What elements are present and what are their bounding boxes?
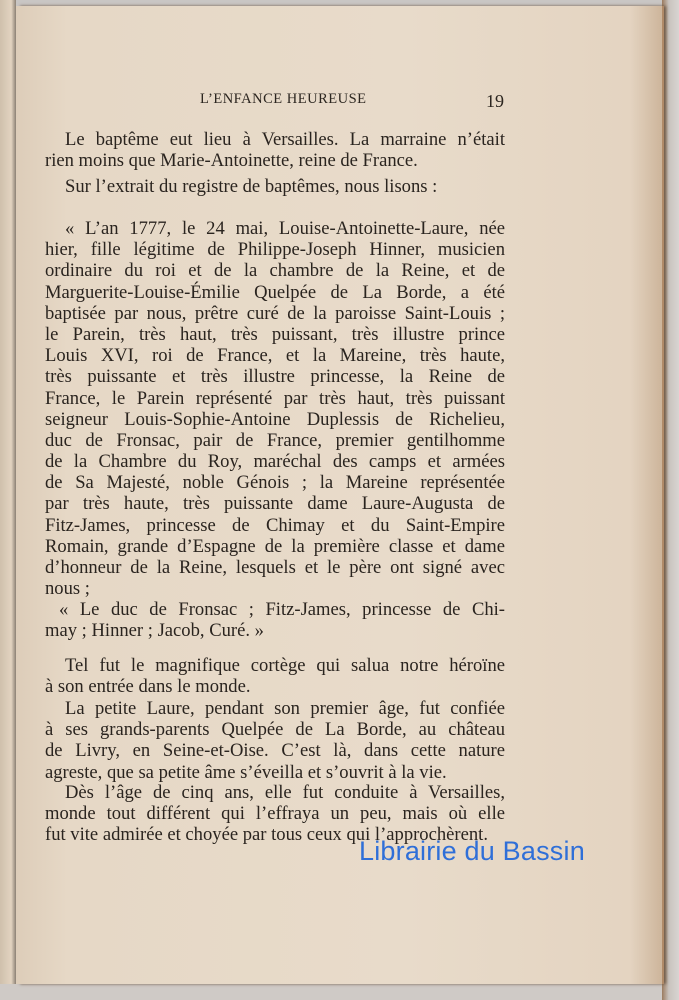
text-line: Fitz-James, princesse de Chimay et du Saint-Empire [45,514,505,536]
text-line: « L’an 1777, le 24 mai, Louise-Antoinette-Laure, née [65,218,505,239]
quote-signatures [45,599,505,641]
running-head: L’ENFANCE HEUREUSE [200,91,367,107]
quote-register-extract [45,218,505,599]
text-line: à son entrée dans le monde. [45,676,251,698]
text-line: très puissante et très illustre princesse, la Reine de [45,366,505,388]
text-line: rien moins que Marie-Antoinette, reine de France. [45,150,418,172]
text-line: nous ; [45,578,90,600]
watermark: Librairie du Bassin [359,836,585,866]
text-line: par très haute, très puissante dame Laure-Augusta de [45,493,505,515]
paragraph-cortege [45,655,505,697]
text-line: Dès l’âge de cinq ans, elle fut conduite à Versailles, [65,782,505,803]
text-line: « Le duc de Fronsac ; Fitz-James, princesse de Chi- [59,599,505,620]
text-line: monde tout différent qui l’effraya un peu, mais où elle [45,803,505,825]
text-line: d’honneur de la Reine, lesquels et le père ont signé avec [45,557,505,578]
text-line: duc de Fronsac, pair de France, premier gentilhomme [45,429,505,451]
paragraph-childhood [45,698,505,783]
page-number: 19 [486,91,504,111]
text-line: baptisée par nous, prêtre curé de la paroisse Saint-Louis ; [45,302,505,324]
text-line: France, le Parein représenté par très haut, très puissant [45,387,505,409]
text-line: may ; Hinner ; Jacob, Curé. » [45,620,264,642]
text-line: Le baptême eut lieu à Versailles. La marraine n’était [65,129,505,150]
adjacent-page-edge [0,0,16,1000]
text-line: agreste, que sa petite âme s’éveilla et s’ouvrit à la vie. [45,761,447,783]
text-line: La petite Laure, pendant son premier âge, fut confiée [65,698,505,719]
text-line: fut vite admirée et choyée par tous ceux qui l’approchèrent. [45,824,488,846]
text-line: hier, fille légitime de Philippe-Joseph Hinner, musicien [45,239,505,261]
text-line: Sur l’extrait du registre de baptêmes, nous lisons : [65,176,438,197]
page-stack-edge [662,0,679,1000]
paragraph-baptism [45,129,505,171]
text-line: Romain, grande d’Espagne de la première classe et dame [45,535,505,557]
text-line: ordinaire du roi et de la chambre de la Reine, et de [45,260,505,282]
text-line: Marguerite-Louise-Émilie Quelpée de La Borde, a été [45,281,505,303]
text-line: de Sa Majesté, noble Génois ; la Mareine représentée [45,472,505,494]
text-line: à ses grands-parents Quelpée de La Borde, au château [45,719,505,741]
text-line: seigneur Louis-Sophie-Antoine Duplessis de Richelieu, [45,408,505,430]
background-bottom [0,984,679,1000]
text-line: Louis XVI, roi de France, et la Mareine, très haute, [45,345,505,367]
text-line: de Livry, en Seine-et-Oise. C’est là, dans cette nature [45,740,505,762]
text-line: Tel fut le magnifique cortège qui salua notre héroïne [65,655,505,676]
paragraph-register-intro [45,176,505,197]
text-line: de la Chambre du Roy, maréchal des camps et armées [45,451,505,473]
text-line: le Parein, très haut, très puissant, très illustre prince [45,323,505,345]
